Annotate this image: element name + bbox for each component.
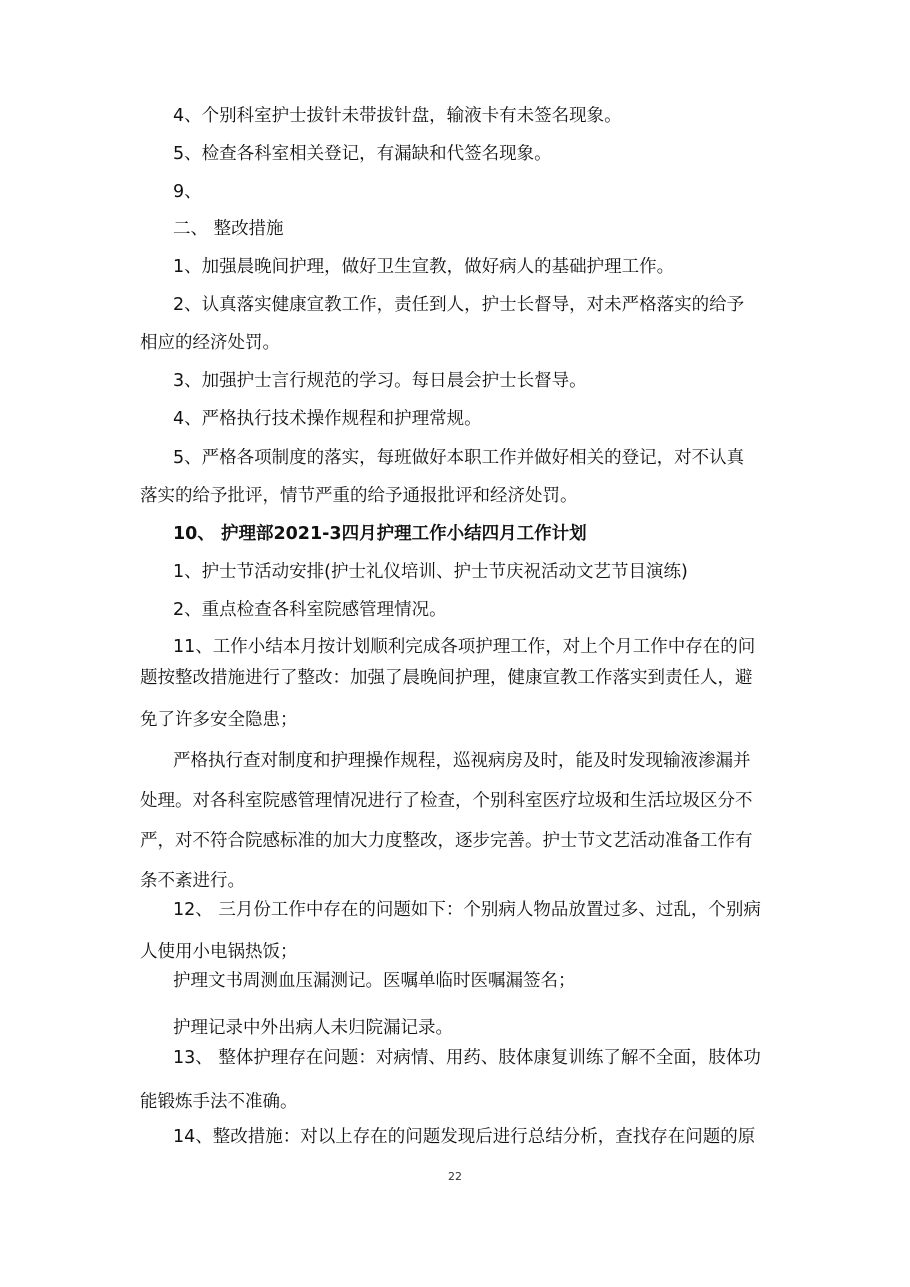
text-line: 1、加强晨晚间护理，做好卫生宣教，做好病人的基础护理工作。 (173, 257, 675, 277)
section-heading: 二、 整改措施 (173, 219, 284, 239)
page-number: 22 (448, 1170, 462, 1183)
text-line: 11、工作小结本月按计划顺利完成各项护理工作，对上个月工作中存在的问 (173, 637, 756, 657)
text-line: 人使用小电锅热饭； (140, 942, 298, 962)
text-line: 9、 (173, 182, 202, 202)
text-line: 护理文书周测血压漏测记。医嘱单临时医嘱漏签名； (173, 971, 576, 991)
text-line: 4、个别科室护士拔针未带拔针盘，输液卡有未签名现象。 (173, 106, 622, 126)
text-line: 1、护士节活动安排(护士礼仪培训、护士节庆祝活动文艺节目演练) (173, 562, 688, 582)
text-line: 护理记录中外出病人未归院漏记录。 (173, 1018, 453, 1038)
text-line: 处理。对各科室院感管理情况进行了检查，个别科室医疗垃圾和生活垃圾区分不 (140, 791, 753, 811)
text-line: 3、加强护士言行规范的学习。每日晨会护士长督导。 (173, 371, 587, 391)
text-line: 严格执行查对制度和护理操作规程，巡视病房及时，能及时发现输液渗漏并 (173, 751, 751, 771)
text-line: 严，对不符合院感标准的加大力度整改，逐步完善。护士节文艺活动准备工作有 (140, 831, 753, 851)
text-line: 4、严格执行技术操作规程和护理常规。 (173, 409, 482, 429)
text-line: 免了许多安全隐患； (140, 710, 298, 730)
text-line: 5、检查各科室相关登记，有漏缺和代签名现象。 (173, 144, 552, 164)
text-line: 落实的给予批评，情节严重的给予通报批评和经济处罚。 (140, 486, 578, 506)
text-line: 相应的经济处罚。 (140, 333, 280, 353)
text-line: 12、 三月份工作中存在的问题如下：个别病人物品放置过多、过乱，个别病 (173, 900, 761, 920)
text-line: 能锻炼手法不准确。 (140, 1092, 298, 1112)
bold-heading: 10、 护理部2021-3四月护理工作小结四月工作计划 (173, 524, 587, 544)
text-line: 5、严格各项制度的落实，每班做好本职工作并做好相关的登记，对不认真 (173, 448, 745, 468)
text-line: 2、重点检查各科室院感管理情况。 (173, 600, 447, 620)
text-line: 2、认真落实健康宣教工作，责任到人，护士长督导，对未严格落实的给予 (173, 295, 745, 315)
text-line: 条不紊进行。 (140, 871, 245, 891)
text-line: 题按整改措施进行了整改：加强了晨晚间护理，健康宣教工作落实到责任人，避 (140, 668, 753, 688)
text-line: 13、 整体护理存在问题：对病情、用药、肢体康复训练了解不全面，肢体功 (173, 1048, 761, 1068)
text-line: 14、整改措施：对以上存在的问题发现后进行总结分析，查找存在问题的原 (173, 1127, 756, 1147)
